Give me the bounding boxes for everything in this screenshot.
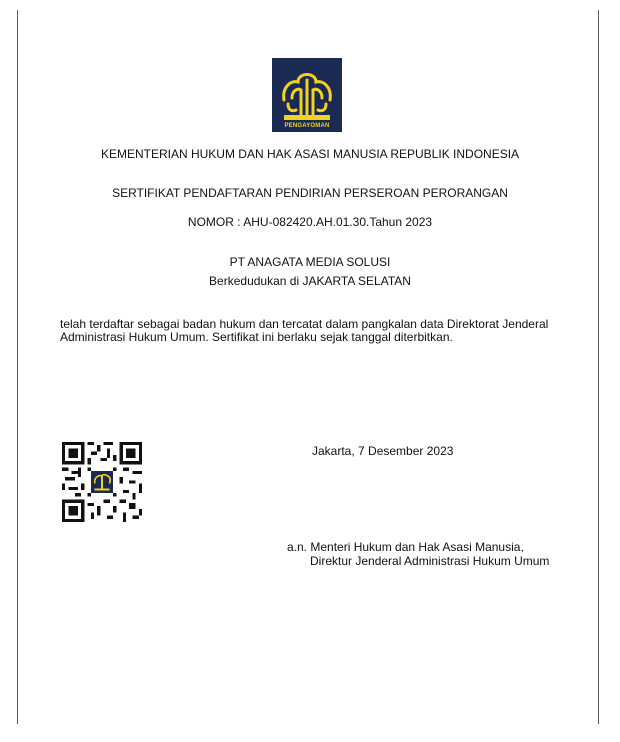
emblem-caption: PENGAYOMAN bbox=[284, 123, 330, 129]
company-domicile: Berkedudukan di JAKARTA SELATAN bbox=[209, 274, 411, 288]
pengayoman-emblem-icon bbox=[272, 58, 342, 132]
statement-line-2: Administrasi Hukum Umum. Sertifikat ini berlaku sejak tanggal diterbitkan. bbox=[60, 330, 453, 344]
place-date: Jakarta, 7 Desember 2023 bbox=[312, 444, 454, 458]
page-border-right bbox=[598, 10, 599, 724]
signatory-official: Direktur Jenderal Administrasi Hukum Umum bbox=[310, 554, 550, 568]
ministry-title: KEMENTERIAN HUKUM DAN HAK ASASI MANUSIA REPUBLIK INDONESIA bbox=[100, 147, 520, 161]
qr-code-icon bbox=[62, 442, 142, 522]
page-border-left bbox=[17, 10, 18, 724]
certificate-number: NOMOR : AHU-082420.AH.01.30.Tahun 2023 bbox=[187, 215, 433, 229]
certificate-title: SERTIFIKAT PENDAFTARAN PENDIRIAN PERSEROAN PERORANGAN bbox=[112, 186, 508, 200]
company-name: PT ANAGATA MEDIA SOLUSI bbox=[229, 255, 391, 269]
statement-line-1: telah terdaftar sebagai badan hukum dan tercatat dalam pangkalan data Direktorat Jenderal bbox=[60, 317, 549, 331]
signatory-on-behalf: a.n. Menteri Hukum dan Hak Asasi Manusia, bbox=[287, 540, 524, 554]
registration-statement bbox=[60, 318, 560, 344]
